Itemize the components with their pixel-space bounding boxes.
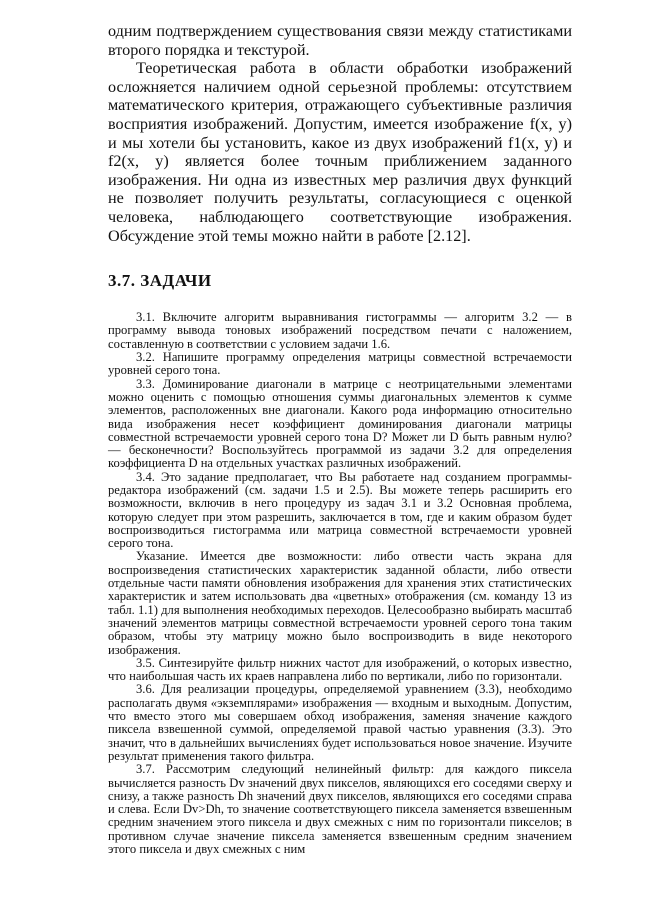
problem-3-7: 3.7. Рассмотрим следующий нелинейный фильтр: для каждого пиксела вычисляется разность Dv значений двух пикселов, являющихся его соседями сверху и снизу, а также разность Dh значений двух пикселов, являющихся его соседями справа и слева. Если Dv>Dh, то значение соответствующего пиксела заменяется взвешенным средним значением этого пиксела и двух смежных с ним по горизонтали пикселов; в противном случае значение пиксела заменяется взвешенным средним значением этого пиксела и двух смежных с ним (108, 762, 572, 856)
problem-3-3: 3.3. Доминирование диагонали в матрице с неотрицательными элементами можно оценить с помощью отношения суммы диагональных элементов к сумме элементов, расположенных вне диагонали. Какого рода информацию относительно вида изображения несет коэффициент доминирования диагонали матрицы совместной встречаемости уровней серого тона D? Может ли D быть равным нулю? — бесконечности? Воспользуйтесь программой из задачи 3.2 для определения коэффициента D на отдельных участках различных изображений. (108, 376, 572, 471)
problem-3-6: 3.6. Для реализации процедуры, определяемой уравнением (3.3), необходимо располагать двумя «экземплярами» изображения — входным и выходным. Допустим, что вместо этого мы совершаем обход изображения, заменяя значение каждого пиксела взвешенной суммой, определяемой правой частью уравнения (3.3). Это значит, что в дальнейших вычислениях будет использоваться новое значение. Изучите результат применения такого фильтра. (108, 682, 572, 763)
problem-3-5: 3.5. Синтезируйте фильтр нижних частот для изображений, о которых известно, что наибольшая часть их краев направлена либо по вертикали, либо по горизонтали. (108, 655, 572, 684)
intro-paragraph-1: одним подтверждением существования связи между статистиками второго порядка и текстурой. (108, 22, 572, 59)
problem-3-4-hint: Указание. Имеется две возможности: либо отвести часть экрана для воспроизведения статистических характеристик заданной области, либо отвести отдельные части памяти обновления изображения для хранения этих статистических характеристик и затем использовать два «цветных» отображения (см. команду 13 из табл. 1.1) для выполнения необходимых переходов. Целесообразно выбирать масштаб значений элементов матрицы совместной встречаемости уровней серого тона таким образом, чтобы эту матрицу можно было воспроизводить в виде некоторого изображения. (108, 549, 572, 657)
problems-list (108, 311, 572, 856)
problem-3-2: 3.2. Напишите программу определения матрицы совместной встречаемости уровней серого тона. (108, 350, 572, 378)
intro-paragraph-2: Теоретическая работа в области обработки изображений осложняется наличием одной серьезной проблемы: отсутствием математического критерия, отражающего субъективные различия восприятия изображений. Допустим, имеется изображение f(x, y) и мы хотели бы установить, какое из двух изображений f1(x, y) и f2(x, y) является более точным приближением заданного изображения. Ни одна из известных мер различия двух функций не позволяет получить результаты, согласующиеся с оценкой человека, наблюдающего соответствующие изображения. Обсуждение этой темы можно найти в работе [2.12]. (108, 59, 572, 245)
section-heading: 3.7. ЗАДАЧИ (108, 271, 212, 291)
problem-3-1: 3.1. Включите алгоритм выравнивания гистограммы — алгоритм 3.2 — в программу вывода тоновых изображений посредством печати с наложением, составленную в соответствии с условием задачи 1.6. (108, 310, 572, 351)
problem-3-4: 3.4. Это задание предполагает, что Вы работаете над созданием программы-редактора изображений (см. задачи 1.5 и 2.5). Вы можете теперь расширить его возможности, включив в него процедуру из задач 3.1 и 3.2 Основная проблема, которую следует при этом разрешить, заключается в том, где и каким образом будет воспроизводиться гистограмма или матрица совместной встречаемости уровней серого тона. (108, 469, 572, 551)
intro-text (108, 22, 572, 245)
